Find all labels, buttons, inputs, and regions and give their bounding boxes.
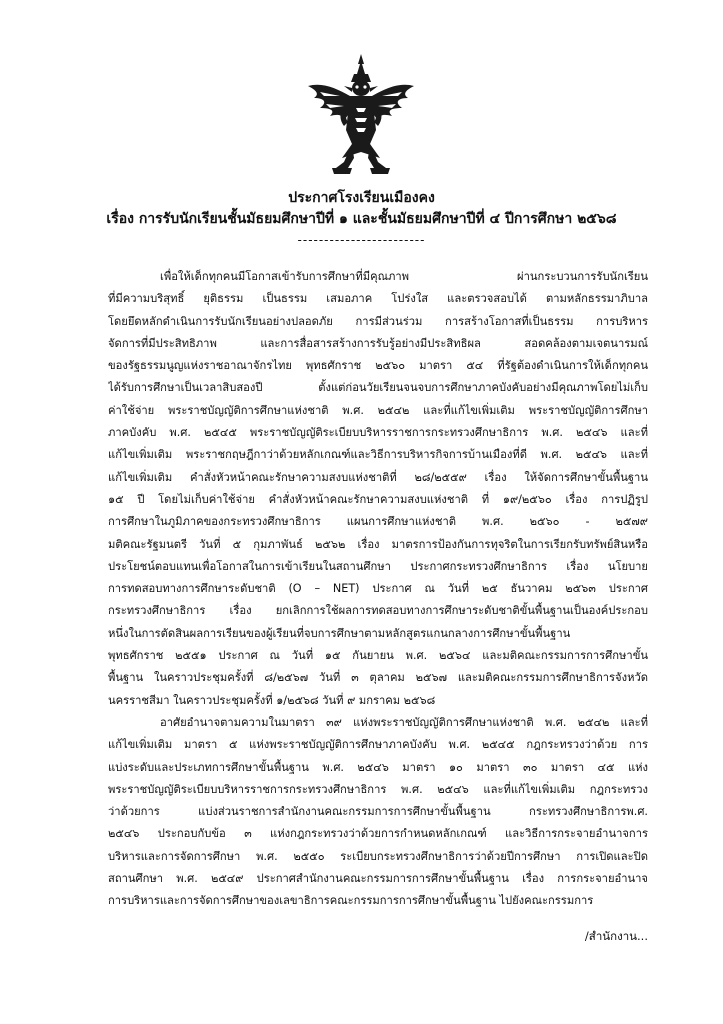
garuda-emblem-icon (300, 52, 422, 178)
announcement-title: ประกาศโรงเรียนเมืองคง (288, 190, 435, 206)
body-line: แก้ไขเพิ่มเติม มาตรา ๕ แห่งพระราชบัญญัติการศึกษาภาคบังคับ พ.ศ. ๒๕๔๕ กฎกระทรวงว่าด้วย การ (108, 738, 648, 752)
body-line: นครราชสีมา ในคราวประชุมครั้งที่ ๑/๒๕๖๘ วันที่ ๙ มกราคม ๒๕๖๘ (108, 693, 436, 707)
body-line: ของรัฐธรรมนูญแห่งราชอาณาจักรไทย พุทธศักราช ๒๕๖๐ มาตรา ๕๔ ที่รัฐต้องดำเนินการให้เด็กทุกคน (108, 359, 648, 373)
paragraph-2 (108, 712, 648, 913)
body-line: แบ่งระดับและประเภทการศึกษาขั้นพื้นฐาน พ.ศ. ๒๕๔๖ มาตรา ๑๐ มาตรา ๓๐ มาตรา ๔๕ แห่ง (108, 760, 648, 774)
body-line: จัดการที่มีประสิทธิภาพ และการสื่อสารสร้างการรับรู้อย่างมีประสิทธิผล สอดคล้องตามเจตนารมณ์ (108, 336, 648, 350)
body-line: สถานศึกษา พ.ศ. ๒๕๔๙ ประกาศสำนักงานคณะกรรมการการศึกษาขั้นพื้นฐาน เรื่อง การกระจายอำนาจ (108, 872, 648, 886)
body-line: การศึกษาในภูมิภาคของกระทรวงศึกษาธิการ แผนการศึกษาแห่งชาติ พ.ศ. ๒๕๖๐ - ๒๕๗๙ (108, 515, 648, 529)
body-line: โดยยึดหลักดำเนินการรับนักเรียนอย่างปลอดภัย การมีส่วนร่วม การสร้างโอกาสที่เป็นธรรม การบริหาร (108, 314, 648, 328)
body-line: ภาคบังคับ พ.ศ. ๒๕๔๕ พระราชบัญญัติระเบียบบริหารราชการกระทรวงศึกษาธิการ พ.ศ. ๒๕๔๖ และที่ (108, 426, 648, 440)
title-divider: ------------------------ (297, 233, 426, 247)
body-line: ได้รับการศึกษาเป็นเวลาสิบสองปี ตั้งแต่ก่อนวัยเรียนจนจบการศึกษาภาคบังคับอย่างมีคุณภาพโดยไม่เก็บ (108, 381, 648, 395)
announcement-subject: เรื่อง การรับนักเรียนชั้นมัธยมศึกษาปีที่ ๑ และชั้นมัธยมศึกษาปีที่ ๔ ปีการศึกษา ๒๕๖๘ (106, 211, 617, 227)
paragraph-1 (108, 266, 648, 712)
body-line: พุทธศักราช ๒๕๕๑ ประกาศ ณ วันที่ ๑๕ กันยายน พ.ศ. ๒๕๖๔ และมติคณะกรรมการการศึกษาขั้น (108, 649, 648, 663)
body-line: ประโยชน์ตอบแทนเพื่อโอกาสในการเข้าเรียนในสถานศึกษา ประกาศกระทรวงศึกษาธิการ เรื่อง นโยบาย (108, 559, 648, 573)
body-line: ค่าใช้จ่าย พระราชบัญญัติการศึกษาแห่งชาติ พ.ศ. ๒๕๔๒ และที่แก้ไขเพิ่มเติม พระราชบัญญัติการศึกษา (108, 403, 648, 417)
body-line: กระทรวงศึกษาธิการ เรื่อง ยกเลิกการใช้ผลการทดสอบทางการศึกษาระดับชาติขั้นพื้นฐานเป็นองค์ประกอบ (108, 604, 648, 618)
continued-marker: /สำนักงาน... (584, 929, 648, 943)
body-line: อาศัยอำนาจตามความในมาตรา ๓๙ แห่งพระราชบัญญัติการศึกษาแห่งชาติ พ.ศ. ๒๕๔๒ และที่ (160, 715, 648, 729)
body-line: พื้นฐาน ในคราวประชุมครั้งที่ ๘/๒๕๖๗ วันที่ ๓ ตุลาคม ๒๕๖๗ และมติคณะกรรมการศึกษาธิการจังหวัด (108, 671, 648, 685)
body-line: มติคณะรัฐมนตรี วันที่ ๕ กุมภาพันธ์ ๒๕๖๒ เรื่อง มาตรการป้องกันการทุจริตในการเรียกรับทรัพย์สินหรือ (108, 537, 648, 551)
body-line: หนึ่งในการตัดสินผลการเรียนของผู้เรียนที่จบการศึกษาตามหลักสูตรแกนกลางการศึกษาขั้นพื้นฐาน (108, 626, 571, 640)
body-line: พระราชบัญญัติระเบียบบริหารราชการกระทรวงศึกษาธิการ พ.ศ. ๒๕๔๖ และที่แก้ไขเพิ่มเติม กฎกระทรวง (108, 782, 648, 796)
body-line: บริหารและการจัดการศึกษา พ.ศ. ๒๕๕๐ ระเบียบกระทรวงศึกษาธิการว่าด้วยปีการศึกษา การเปิดและปิด (108, 849, 648, 863)
body-line: ที่มีความบริสุทธิ์ ยุติธรรม เป็นธรรม เสมอภาค โปร่งใส และตรวจสอบได้ ตามหลักธรรมาภิบาล (108, 292, 648, 306)
body-line: ๒๕๔๖ ประกอบกับข้อ ๓ แห่งกฎกระทรวงว่าด้วยการกำหนดหลักเกณฑ์ และวิธีการกระจายอำนาจการ (108, 827, 648, 841)
body-line: เพื่อให้เด็กทุกคนมีโอกาสเข้ารับการศึกษาที่มีคุณภาพ ผ่านกระบวนการรับนักเรียน (160, 270, 648, 283)
body-line: แก้ไขเพิ่มเติม คำสั่งหัวหน้าคณะรักษาความสงบแห่งชาติที่ ๒๘/๒๕๕๙ เรื่อง ให้จัดการศึกษาขั้นพื้นฐาน (108, 470, 648, 484)
document-body (108, 266, 648, 913)
body-line: การทดสอบทางการศึกษาระดับชาติ (O – NET) ประกาศ ณ วันที่ ๒๕ ธันวาคม ๒๕๖๓ ประกาศ (108, 582, 648, 596)
body-line: แก้ไขเพิ่มเติม พระราชกฤษฎีกาว่าด้วยหลักเกณฑ์และวิธีการบริหารกิจการบ้านเมืองที่ดี พ.ศ. ๒๕๔๖ และที่ (108, 448, 648, 462)
body-line: ๑๕ ปี โดยไม่เก็บค่าใช้จ่าย คำสั่งหัวหน้าคณะรักษาความสงบแห่งชาติ ที่ ๑๙/๒๕๖๐ เรื่อง การปฏิรูป (108, 492, 648, 506)
body-line: ว่าด้วยการ แบ่งส่วนราชการสำนักงานคณะกรรมการการศึกษาขั้นพื้นฐาน กระทรวงศึกษาธิการพ.ศ. (108, 805, 648, 819)
body-line: การบริหารและการจัดการศึกษาของเลขาธิการคณะกรรมการการศึกษาขั้นพื้นฐาน ไปยังคณะกรรมการ (108, 894, 594, 908)
